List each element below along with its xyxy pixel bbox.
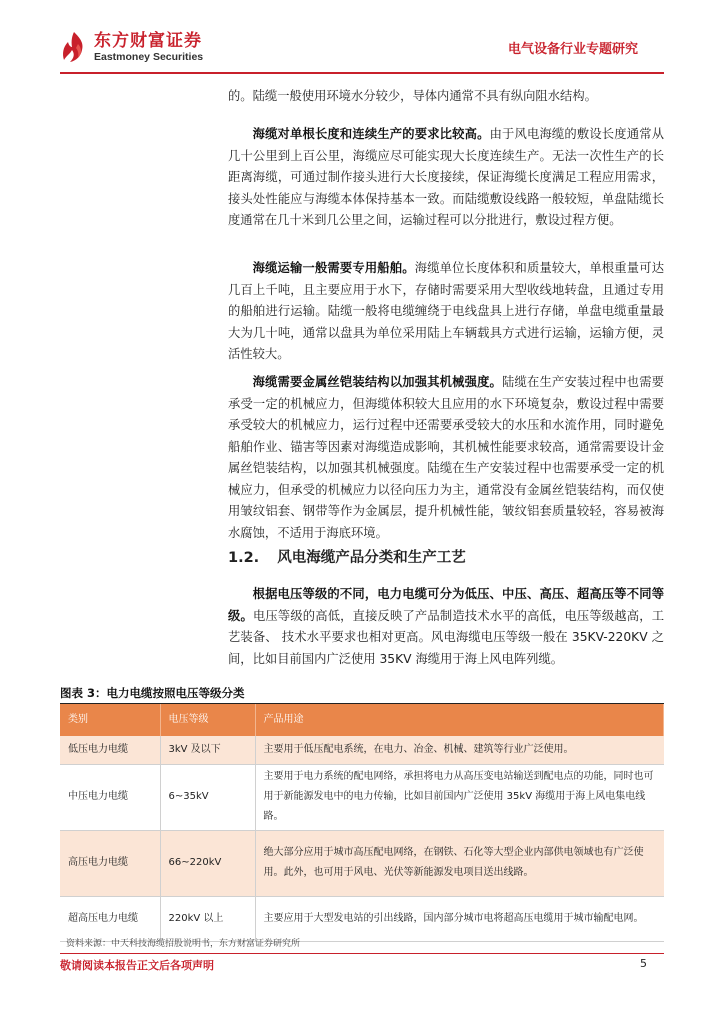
report-category-title: 电气设备行业专题研究 [507,42,638,57]
footer-divider [60,953,664,954]
table-cell-voltage: 3kV 及以下 [160,736,255,764]
section-title: 风电海缆产品分类和生产工艺 [277,550,466,566]
table-cell-usage: 绝大部分应用于城市高压配电网络，在钢铁、石化等大型企业内部供电领域也有广泛使用。此外，也可用于风电、光伏等新能源发电项目送出线路。 [255,830,664,896]
paragraph-0-text: 的。陆缆一般使用环境水分较少，导体内通常不具有纵向阻水结构。 [228,89,597,103]
paragraph-continued [228,86,664,108]
table-row [60,764,664,830]
eastmoney-logo [60,30,203,64]
table-cell-voltage: 220kV 以上 [160,896,255,941]
table-cell-category: 中压电力电缆 [60,764,160,830]
paragraph-cable-length [228,124,664,232]
paragraph-cable-transport [228,258,664,366]
section-heading [228,546,466,567]
figure-title: 图表 3：电力电缆按照电压等级分类 [60,686,245,700]
table-header-row [60,704,664,736]
table-cell-usage: 主要应用于大型发电站的引出线路，国内部分城市电将超高压电缆用于城市输配电网。 [255,896,664,941]
table-header-cell: 类别 [60,704,160,736]
paragraph-1-lead: 海缆对单根长度和连续生产的要求比较高。 [252,127,490,141]
logo-text-cn: 东方财富证券 [94,30,202,51]
footer-disclaimer: 敬请阅读本报告正文后各项声明 [60,959,214,972]
paragraph-3-text: 陆缆在生产安装过程中也需要承受一定的机械应力，但海缆体积较大且应用的水下环境复杂，敷设过程中需要承受较大的机械应力，运行过程中还需要承受较大的水压和水流作用，同时避免船舶作业、锚害等因素对海缆造成影响，其机械性能要求较高，通常需要设计金属丝铠装结构，以加强其机械强度。陆缆在生产安装过程中也需要承受一定的机械应力，但承受的机械应力以径向压力为主，通常没有金属丝铠装结构，而仅使用皱纹铝套、钢带等作为金属层，提升机械性能，皱纹铝套质量较轻，容易被海水腐蚀，不适用于海底环境。 [228,375,664,540]
paragraph-3-lead: 海缆需要金属丝铠装结构以加强其机械强度。 [252,375,503,389]
voltage-classification-table [60,704,664,942]
table-cell-voltage: 6~35kV [160,764,255,830]
figure-source-note: 资料来源：中天科技海缆招股说明书，东方财富证券研究所 [66,939,301,949]
table-cell-usage: 主要用于电力系统的配电网络，承担将电力从高压变电站输送到配电点的功能，同时也可用于新能源发电中的电力传输，比如目前国内广泛使用 35kV 海缆用于海上风电集电线路。 [255,764,664,830]
page-number: 5 [640,957,647,970]
paragraph-1-text: 由于风电海缆的敷设长度通常从几十公里到上百公里，海缆应尽可能实现大长度连续生产。无法一次性生产的长距离海缆，可通过制作接头进行大长度接续，保证海缆长度满足工程应用需求，接头处性能应与海缆本体保持基本一致。而陆缆敷设线路一般较短，单盘陆缆长度通常在几十米到几公里之间，运输过程可以分批进行，敷设过程方便。 [228,127,664,227]
flame-logo-icon [60,30,88,64]
paragraph-2-text: 海缆单位长度体积和质量较大，单根重量可达几百上千吨，且主要应用于水下，存储时需要采用大型收线地转盘，且通过专用的船舶进行运输。陆缆一般将电缆缠绕于电线盘具上进行存储，单盘电缆重量最大为几十吨，通常以盘具为单位采用陆上车辆载具方式进行运输，运输方便，灵活性较大。 [228,261,664,361]
section-number: 1.2. [228,550,260,566]
table-cell-category: 高压电力电缆 [60,830,160,896]
paragraph-voltage-levels [228,584,664,670]
table-row [60,736,664,764]
table-header-cell: 产品用途 [255,704,664,736]
logo-text-en: Eastmoney Securities [94,50,204,63]
table-row [60,830,664,896]
paragraph-2-lead: 海缆运输一般需要专用船舶。 [252,261,415,275]
paragraph-4-text: 电压等级的高低，直接反映了产品制造技术水平的高低，电压等级越高，工艺装备、 技术水平要求也相对更高。风电海缆电压等级一般在 35KV-220KV 之间，比如目前国内广泛使用 35KV 海缆用于海上风电阵列缆。 [228,608,664,666]
table-header-cell: 电压等级 [160,704,255,736]
table-row [60,896,664,941]
table-cell-usage: 主要用于低压配电系统，在电力、冶金、机械、建筑等行业广泛使用。 [255,736,664,764]
paragraph-4-lead: 根据电压等级的不同，电力电缆可分为低压、中压、高压、超高压等不同等级。 [228,587,664,623]
table-cell-voltage: 66~220kV [160,830,255,896]
header-divider [60,72,664,74]
table-cell-category: 低压电力电缆 [60,736,160,764]
table-cell-category: 超高压电力电缆 [60,896,160,941]
paragraph-cable-armor [228,372,664,544]
page-header [0,0,724,72]
